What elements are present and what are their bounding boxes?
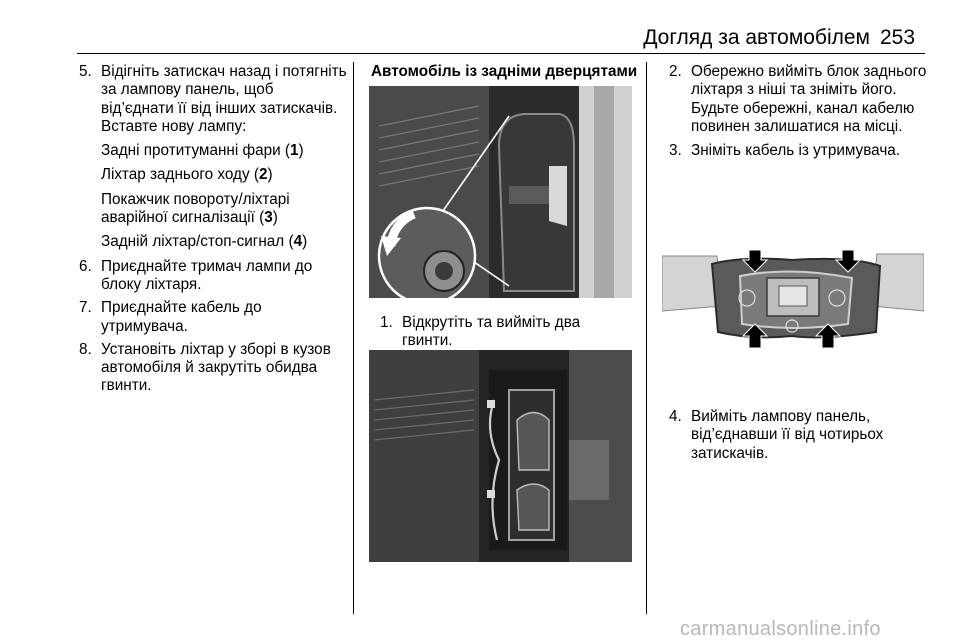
step-text: Приєднайте тримач лампи до блоку ліхтаря.	[101, 257, 313, 293]
sub-item-text: Задні протитуманні фари (	[101, 142, 290, 160]
lamp-panel-clips-illustration	[662, 236, 924, 354]
page-number: 253	[880, 26, 916, 49]
step-text: Зніміть кабель із утримувача.	[691, 142, 901, 160]
step-6	[79, 258, 347, 295]
step-number: 3.	[669, 142, 682, 160]
step-text: Приєднайте кабель до утримувача.	[101, 299, 262, 335]
rear-lamp-screws-illustration	[369, 86, 632, 298]
step-number: 4.	[669, 408, 682, 425]
header-rule	[77, 53, 925, 54]
step-number: 7.	[79, 299, 92, 317]
sub-item-close: )	[302, 233, 308, 251]
sub-item-4	[79, 233, 347, 251]
sub-item-close: )	[298, 142, 304, 160]
sub-item-text: Задній ліхтар/стоп-сигнал (	[101, 233, 294, 251]
sub-item-close: )	[267, 166, 273, 184]
sub-item-number: 4	[293, 233, 303, 251]
step-number: 1.	[380, 314, 393, 331]
right-column-top	[669, 63, 937, 165]
column-divider-right	[646, 62, 647, 614]
sub-item-text: Ліхтар заднього ходу (	[101, 166, 259, 184]
sub-item-2	[79, 166, 347, 184]
step-7	[79, 299, 347, 336]
step-3	[669, 142, 937, 160]
sub-item-number: 2	[258, 166, 268, 184]
sub-item-1	[79, 142, 347, 160]
watermark: carmanualsonline.info	[680, 618, 881, 640]
column-divider-left	[353, 62, 354, 614]
step-text: Вийміть лампову панель, від’єднавши її від чотирьох затискачів.	[691, 408, 884, 462]
step-4	[669, 408, 931, 463]
step-8	[79, 341, 347, 396]
sub-item-text: Покажчик повороту/ліхтарі аварійної сигналізації (	[101, 190, 290, 227]
step-2	[669, 63, 937, 136]
lamp-unit-removed-illustration	[369, 350, 632, 562]
section-heading: Автомобіль із задніми дверцятами	[371, 63, 638, 80]
step-text: Обережно вийміть блок заднього ліхтаря з ніші та зніміть його. Будьте обережні, канал кабелю повинен залишатися на місці.	[691, 63, 927, 135]
sub-item-number: 1	[290, 142, 299, 160]
step-number: 6.	[79, 257, 92, 275]
step-text: Установіть ліхтар у зборі в кузов автомобіля й закрутіть обидва гвинти.	[101, 340, 331, 395]
step-number: 8.	[79, 340, 92, 358]
step-5	[79, 63, 347, 136]
left-column	[79, 63, 347, 401]
step-1	[380, 314, 630, 351]
sub-item-close: )	[272, 209, 278, 227]
step-text: Відкрутіть та вийміть два гвинти.	[402, 314, 581, 350]
sub-item-3	[79, 191, 347, 228]
sub-item-number: 3	[264, 209, 273, 227]
step-number: 5.	[79, 63, 92, 80]
step-number: 2.	[669, 63, 682, 80]
step-text: Відігніть затискач назад і потягніть за лампову панель, щоб від’єднати її від інших затискачів. Вставте нову лампу:	[101, 63, 347, 135]
page-header-title: Догляд за автомобілем	[643, 26, 870, 49]
